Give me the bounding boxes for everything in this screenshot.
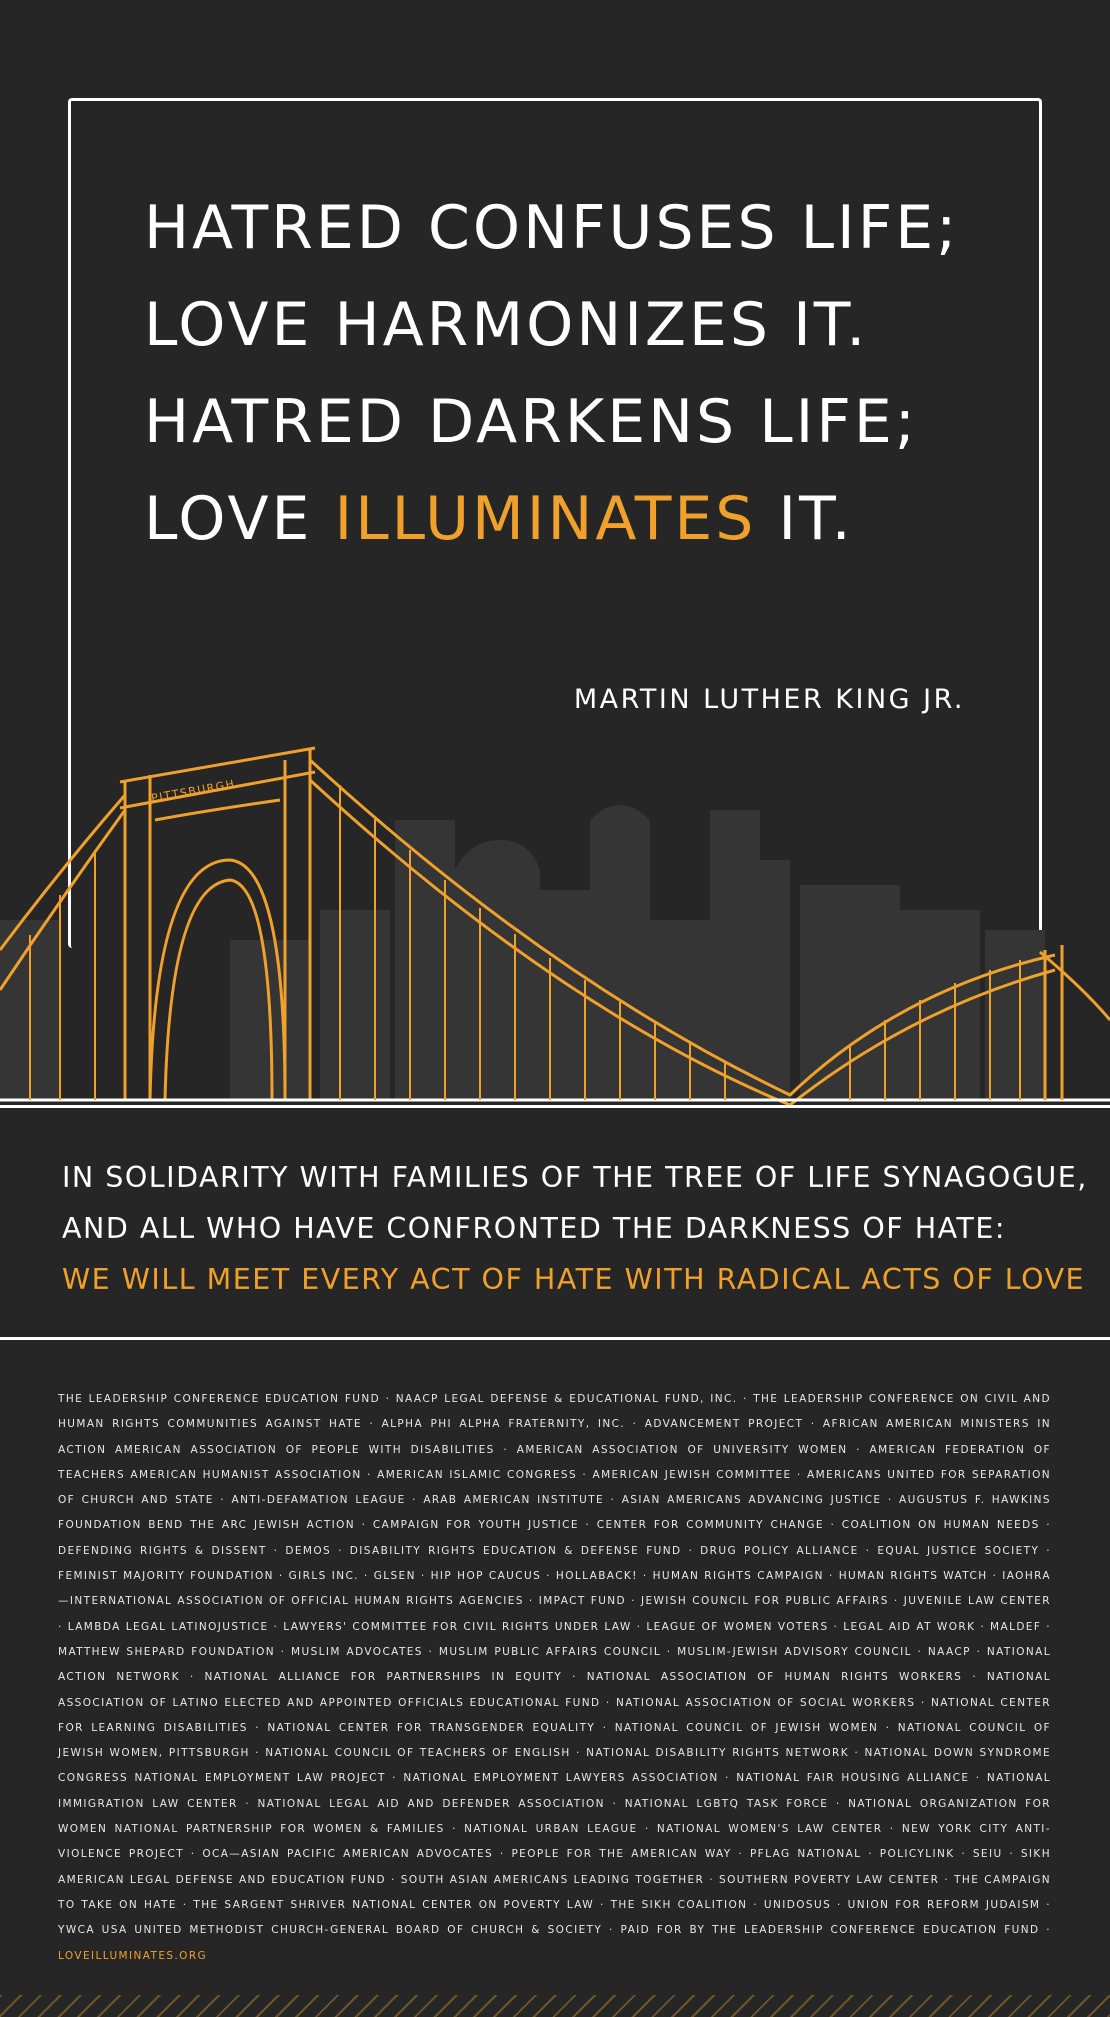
quote-line-2: LOVE HARMONIZES IT.: [144, 290, 869, 360]
quote-line-4: [144, 471, 974, 568]
bridge-skyline-illustration: [0, 690, 1110, 1110]
quote-line-4-start: LOVE: [144, 484, 335, 554]
quote-line-1: HATRED CONFUSES LIFE;: [144, 193, 960, 263]
footer-hatch-pattern: [0, 1995, 1110, 2017]
bridge-sign: PITTSBURGH: [150, 777, 237, 805]
solidarity-line-1: IN SOLIDARITY WITH FAMILIES OF THE TREE OF LIFE SYNAGOGUE,: [62, 1161, 1088, 1194]
organizations-text: THE LEADERSHIP CONFERENCE EDUCATION FUND · NAACP LEGAL DEFENSE & EDUCATIONAL FUND, INC. · THE LEADERSHIP CONFERENCE ON CIVIL AND HUMAN RIGHTS COMMUNITIES AGAINST HATE · ALPHA PHI ALPHA FRATERNITY, INC. · ADVANCEMENT PROJECT · AFRICAN AMERICAN MINISTERS IN ACTION AMERICAN ASSOCIATION OF PEOPLE WITH DISABILITIES · AMERICAN ASSOCIATION OF UNIVERSITY WOMEN · AMERICAN FEDERATION OF TEACHERS AMERICAN HUMANIST ASSOCIATION · AMERICAN ISLAMIC CONGRESS · AMERICAN JEWISH COMMITTEE · AMERICANS UNITED FOR SEPARATION OF CHURCH AND STATE · ANTI-DEFAMATION LEAGUE · ARAB AMERICAN INSTITUTE · ASIAN AMERICANS ADVANCING JUSTICE · AUGUSTUS F. HAWKINS FOUNDATION BEND THE ARC JEWISH ACTION · CAMPAIGN FOR YOUTH JUSTICE · CENTER FOR COMMUNITY CHANGE · COALITION ON HUMAN NEEDS · DEFENDING RIGHTS & DISSENT · DEMOS · DISABILITY RIGHTS EDUCATION & DEFENSE FUND · DRUG POLICY ALLIANCE · EQUAL JUSTICE SOCIETY · FEMINIST MAJORITY FOUNDATION · GIRLS INC. · GLSEN · HIP HOP CAUCUS · HOLLABACK! · HUMAN RIGHTS CAMPAIGN · HUMAN RIGHTS WATCH · IAOHRA—INTERNATIONAL ASSOCIATION OF OFFICIAL HUMAN RIGHTS AGENCIES · IMPACT FUND · JEWISH COUNCIL FOR PUBLIC AFFAIRS · JUVENILE LAW CENTER · LAMBDA LEGAL LATINOJUSTICE · LAWYERS' COMMITTEE FOR CIVIL RIGHTS UNDER LAW · LEAGUE OF WOMEN VOTERS · LEGAL AID AT WORK · MALDEF · MATTHEW SHEPARD FOUNDATION · MUSLIM ADVOCATES · MUSLIM PUBLIC AFFAIRS COUNCIL · MUSLIM-JEWISH ADVISORY COUNCIL · NAACP · NATIONAL ACTION NETWORK · NATIONAL ALLIANCE FOR PARTNERSHIPS IN EQUITY · NATIONAL ASSOCIATION OF HUMAN RIGHTS WORKERS · NATIONAL ASSOCIATION OF LATINO ELECTED AND APPOINTED OFFICIALS EDUCATIONAL FUND · NATIONAL ASSOCIATION OF SOCIAL WORKERS · NATIONAL CENTER FOR LEARNING DISABILITIES · NATIONAL CENTER FOR TRANSGENDER EQUALITY · NATIONAL COUNCIL OF JEWISH WOMEN · NATIONAL COUNCIL OF JEWISH WOMEN, PITTSBURGH · NATIONAL COUNCIL OF TEACHERS OF ENGLISH · NATIONAL DISABILITY RIGHTS NETWORK · NATIONAL DOWN SYNDROME CONGRESS NATIONAL EMPLOYMENT LAW PROJECT · NATIONAL EMPLOYMENT LAWYERS ASSOCIATION · NATIONAL FAIR HOUSING ALLIANCE · NATIONAL IMMIGRATION LAW CENTER · NATIONAL LEGAL AID AND DEFENDER ASSOCIATION · NATIONAL LGBTQ TASK FORCE · NATIONAL ORGANIZATION FOR WOMEN NATIONAL PARTNERSHIP FOR WOMEN & FAMILIES · NATIONAL URBAN LEAGUE · NATIONAL WOMEN'S LAW CENTER · NEW YORK CITY ANTI-VIOLENCE PROJECT · OCA—ASIAN PACIFIC AMERICAN ADVOCATES · PEOPLE FOR THE AMERICAN WAY · PFLAG NATIONAL · POLICYLINK · SEIU · SIKH AMERICAN LEGAL DEFENSE AND EDUCATION FUND · SOUTH ASIAN AMERICANS LEADING TOGETHER · SOUTHERN POVERTY LAW CENTER · THE CAMPAIGN TO TAKE ON HATE · THE SARGENT SHRIVER NATIONAL CENTER ON POVERTY LAW · THE SIKH COALITION · UNIDOSUS · UNION FOR REFORM JUDAISM · YWCA USA UNITED METHODIST CHURCH-GENERAL BOARD OF CHURCH & SOCIETY · PAID FOR BY THE LEADERSHIP CONFERENCE EDUCATION FUND ·: [58, 1393, 1051, 1937]
quote-line-3: HATRED DARKENS LIFE;: [144, 387, 918, 457]
solidarity-call-to-action: WE WILL MEET EVERY ACT OF HATE WITH RADICAL ACTS OF LOVE: [62, 1263, 1086, 1296]
organizations-list: [58, 1387, 1051, 1969]
section-divider: [0, 1337, 1110, 1340]
website-link[interactable]: LOVEILLUMINATES.ORG: [58, 1949, 208, 1962]
solidarity-statement: [62, 1152, 1088, 1305]
scene-baseline: [0, 1105, 1110, 1108]
solidarity-line-2: AND ALL WHO HAVE CONFRONTED THE DARKNESS OF HATE:: [62, 1212, 1006, 1245]
quote: [144, 180, 974, 568]
quote-attribution: MARTIN LUTHER KING JR.: [573, 684, 965, 715]
quote-accent-word: ILLUMINATES: [334, 484, 757, 554]
quote-line-4-end: IT.: [756, 484, 854, 554]
